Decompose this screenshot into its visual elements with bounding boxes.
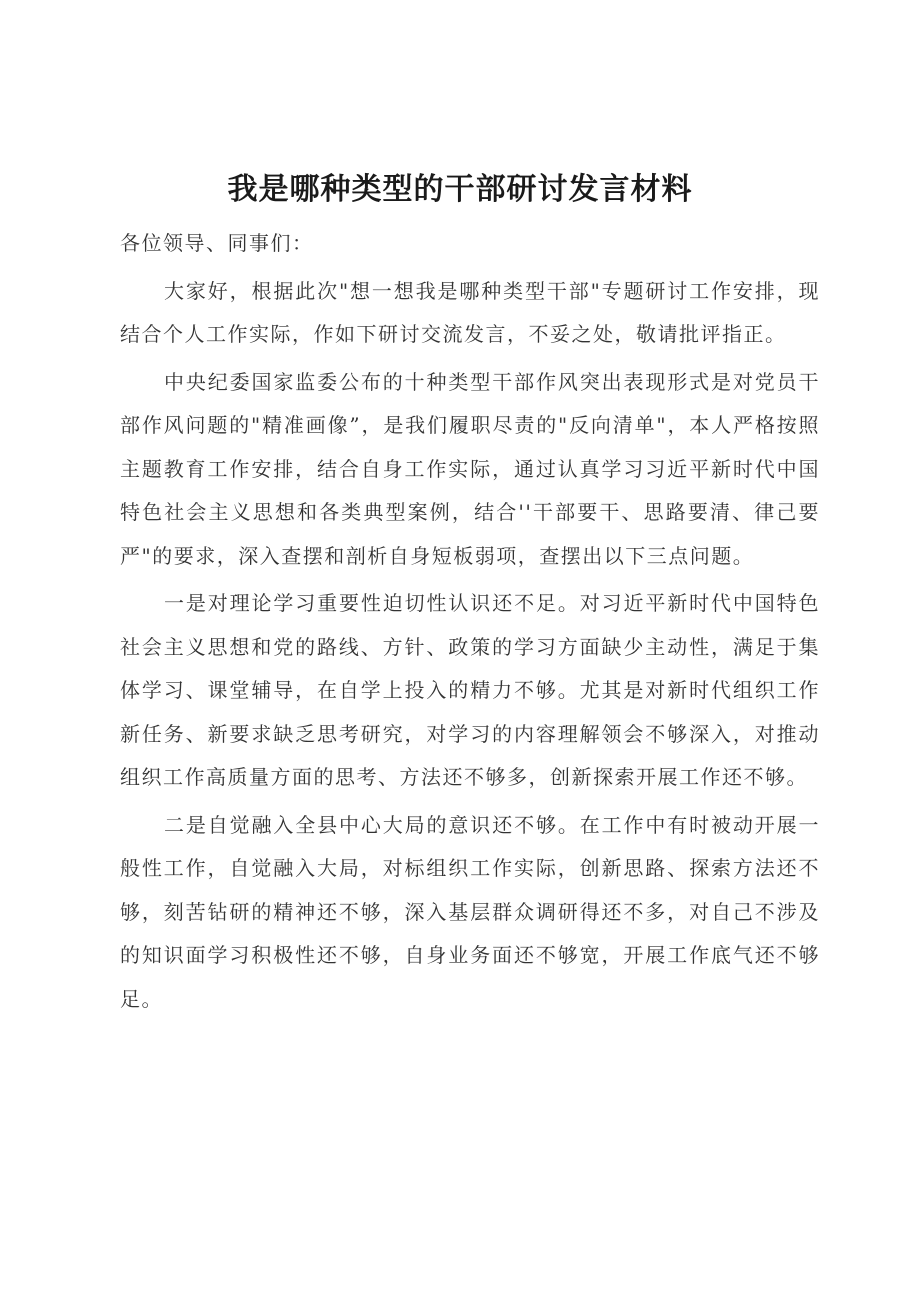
paragraph-problem-one: 一是对理论学习重要性迫切性认识还不足。对习近平新时代中国特色社会主义思想和党的路线、方针、政策的学习方面缺少主动性，满足于集体学习、课堂辅导，在自学上投入的精力不够。尤其是对新时代组织工作新任务、新要求缺乏思考研究，对学习的内容理解领会不够深入，对推动组织工作高质量方面的思考、方法还不够多，创新探索开展工作还不够。	[120, 591, 820, 789]
document-body	[120, 222, 820, 1021]
paragraph-background: 中央纪委国家监委公布的十种类型干部作风突出表现形式是对党员干部作风问题的"精准画像”，是我们履职尽责的"反向清单"，本人严格按照主题教育工作安排，结合自身工作实际，通过认真学习习近平新时代中国特色社会主义思想和各类典型案例，结合''干部要干、思路要清、律己要严"的要求，深入查摆和剖析自身短板弱项，查摆出以下三点问题。	[120, 369, 820, 568]
salutation: 各位领导、同事们：	[120, 231, 314, 255]
paragraph-intro: 大家好，根据此次"想一想我是哪种类型干部"专题研讨工作安排，现结合个人工作实际，作如下研讨交流发言，不妥之处，敬请批评指正。	[120, 278, 820, 346]
paragraph-problem-two: 二是自觉融入全县中心大局的意识还不够。在工作中有时被动开展一般性工作，自觉融入大局，对标组织工作实际，创新思路、探索方法还不够，刻苦钻研的精神还不够，深入基层群众调研得还不多，对自己不涉及的知识面学习积极性还不够，自身业务面还不够宽，开展工作底气还不够足。	[120, 812, 820, 1011]
document-title: 我是哪种类型的干部研讨发言材料	[227, 172, 693, 207]
